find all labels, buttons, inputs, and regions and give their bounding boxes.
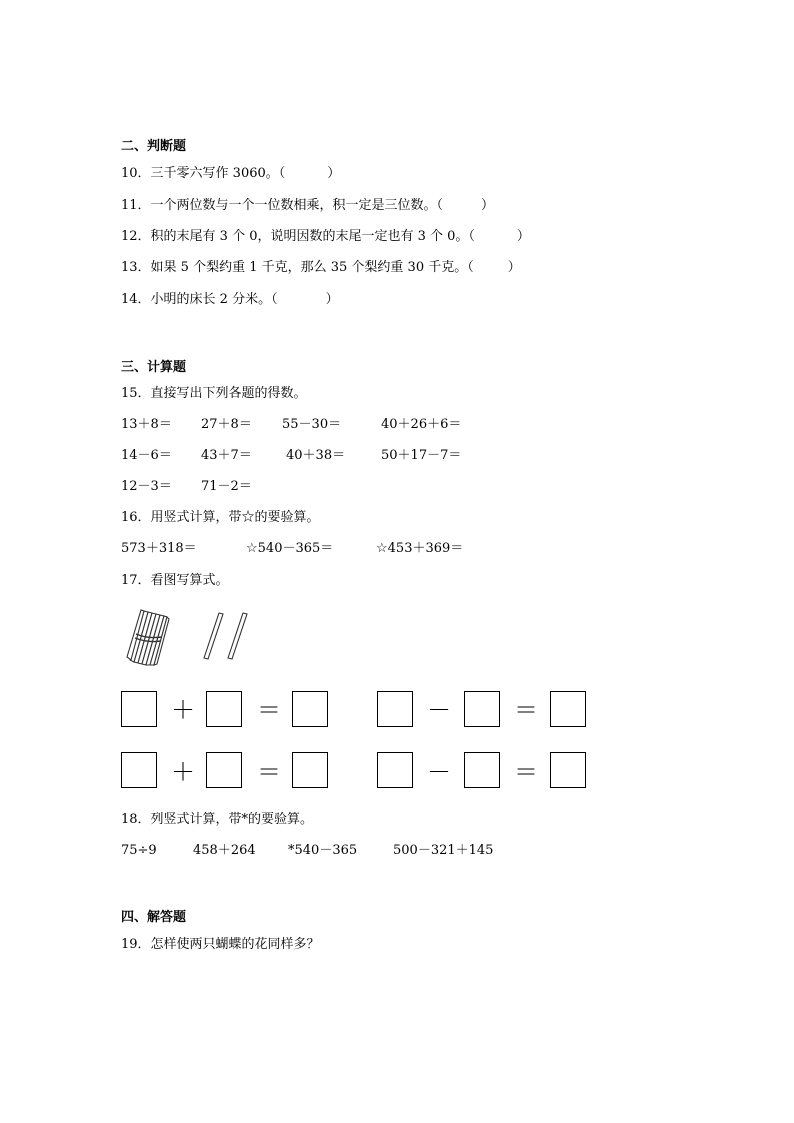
answer-box[interactable] (550, 691, 586, 727)
oral-calc-item: 27＋8＝ (201, 417, 252, 432)
answer-box[interactable] (377, 691, 413, 727)
sticks-picture (124, 606, 264, 668)
vertical-calc-item: ☆540－365＝ (246, 541, 334, 556)
oral-calc-item: 12－3＝ (121, 479, 172, 494)
answer-box[interactable] (292, 691, 328, 727)
answer-box[interactable] (206, 691, 242, 727)
minus-sign: － (427, 696, 451, 724)
equals-sign: ＝ (514, 758, 538, 786)
single-stick-icon (228, 613, 247, 659)
answer-box[interactable] (121, 752, 157, 788)
oral-calc-item: 50＋17－7＝ (381, 448, 462, 463)
judge-question-11: 11．一个两位数与一个一位数相乘，积一定是三位数。（ ） (121, 198, 495, 213)
plus-sign: ＋ (171, 758, 195, 786)
answer-box[interactable] (550, 752, 586, 788)
solve-question-19: 19．怎样使两只蝴蝶的花同样多？ (121, 937, 320, 952)
vertical-calc-item: 75÷9 (121, 843, 157, 858)
vertical-calc-item: 500－321＋145 (393, 843, 494, 858)
oral-calc-item: 13＋8＝ (121, 417, 172, 432)
answer-box[interactable] (292, 752, 328, 788)
answer-box[interactable] (464, 752, 500, 788)
equals-sign: ＝ (514, 696, 538, 724)
judge-question-10: 10．三千零六写作 3060。（ ） (121, 166, 341, 181)
vertical-calc-item: 458＋264 (193, 843, 256, 858)
single-stick-icon (204, 613, 223, 659)
vertical-calc-item: ☆453＋369＝ (376, 541, 464, 556)
plus-sign: ＋ (171, 696, 195, 724)
calc-question-15: 15．直接写出下列各题的得数。 (121, 386, 307, 401)
minus-sign: － (427, 758, 451, 786)
answer-box[interactable] (377, 752, 413, 788)
oral-calc-item: 43＋7＝ (201, 448, 252, 463)
vertical-calc-item: 573＋318＝ (121, 541, 197, 556)
section-title-judge: 二、判断题 (121, 139, 187, 154)
vertical-calc-item: *540－365 (288, 843, 358, 858)
calc-question-16: 16．用竖式计算，带☆的要验算。 (121, 510, 320, 525)
equals-sign: ＝ (257, 696, 281, 724)
stick-bundle-icon (127, 610, 169, 665)
answer-box[interactable] (464, 691, 500, 727)
oral-calc-item: 55－30＝ (282, 417, 342, 432)
judge-question-13: 13．如果 5 个梨约重 1 千克，那么 35 个梨约重 30 千克。（ ） (121, 260, 521, 275)
calc-question-18: 18．列竖式计算，带*的要验算。 (121, 812, 314, 827)
judge-question-14: 14．小明的床长 2 分米。（ ） (121, 292, 339, 307)
answer-box[interactable] (121, 691, 157, 727)
oral-calc-item: 14－6＝ (121, 448, 172, 463)
judge-question-12: 12．积的末尾有 3 个 0，说明因数的末尾一定也有 3 个 0。（ ） (121, 229, 530, 244)
oral-calc-item: 40＋26＋6＝ (381, 417, 462, 432)
section-title-calc: 三、计算题 (121, 360, 187, 375)
oral-calc-item: 40＋38＝ (286, 448, 346, 463)
oral-calc-item: 71－2＝ (201, 479, 252, 494)
section-title-solve: 四、解答题 (121, 910, 187, 925)
calc-question-17: 17．看图写算式。 (121, 573, 229, 588)
answer-box[interactable] (206, 752, 242, 788)
equals-sign: ＝ (257, 758, 281, 786)
